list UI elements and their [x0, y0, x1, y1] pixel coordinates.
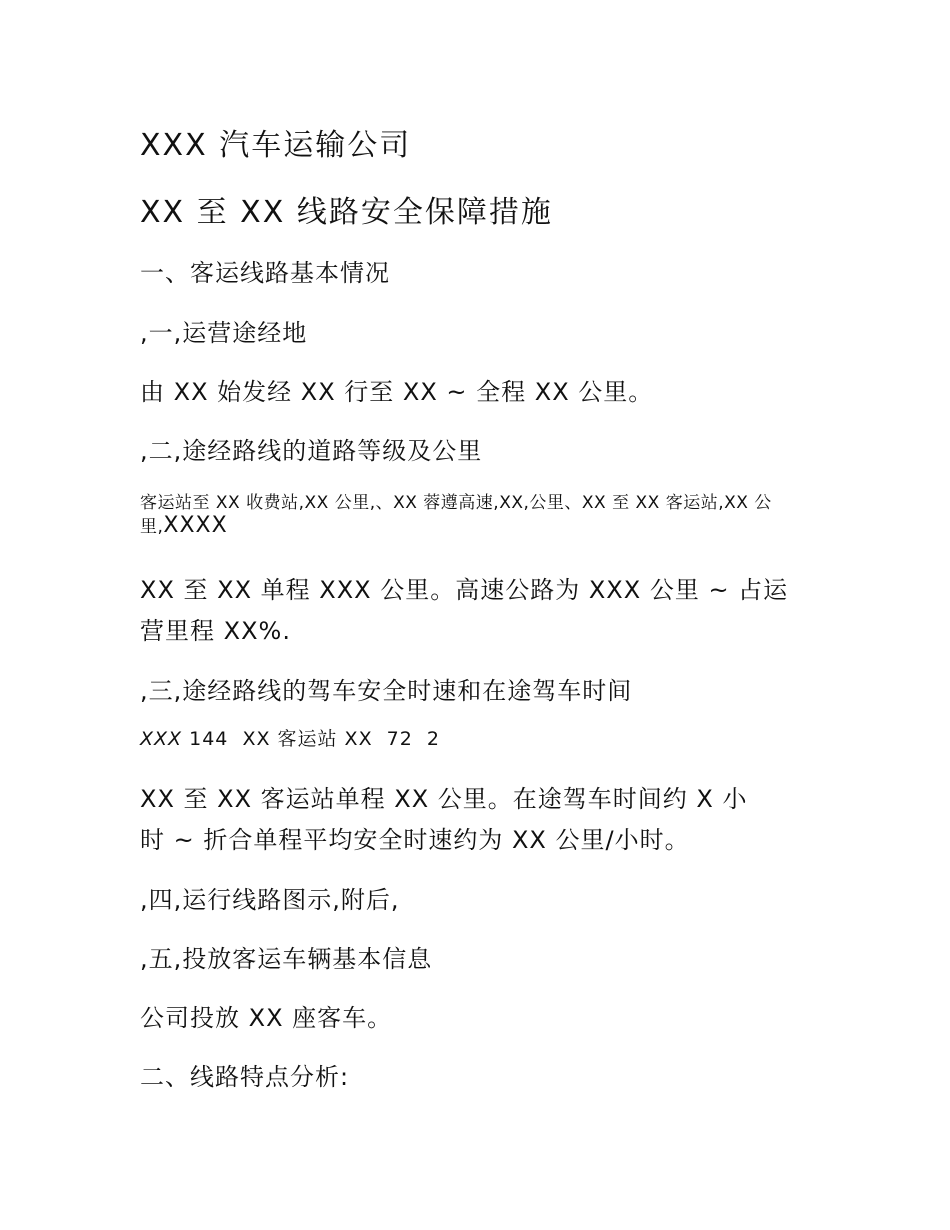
sub2-text-line1: 客运站至 XX 收费站,XX 公里,、XX 蓉遵高速,XX,公里、XX 至 XX 客运站,XX 公 [140, 493, 772, 513]
sub2-summary-line2: 营里程 XX%. [140, 617, 291, 645]
sub1-text: 由 XX 始发经 XX 行至 XX ~ 全程 XX 公里。 [140, 378, 654, 406]
sub3-text-line2: 时 ~ 折合单程平均安全时速约为 XX 公里/小时。 [140, 826, 690, 854]
sub3-note-italic: XXX [140, 728, 183, 750]
sub3-text-line1: XX 至 XX 客运站单程 XX 公里。在途驾车时间约 X 小 [140, 785, 748, 813]
section1-heading: 一、客运线路基本情况 [140, 259, 390, 287]
sub3-note [140, 724, 440, 751]
route-title: XX 至 XX 线路安全保障措施 [140, 195, 553, 230]
sub4-heading: ,四,运行线路图示,附后, [140, 886, 400, 914]
company-title: XXX 汽车运输公司 [140, 128, 412, 163]
sub1-heading: ,一,运营途经地 [140, 319, 308, 347]
sub2-text-line2 [140, 512, 228, 538]
sub5-text: 公司投放 XX 座客车。 [140, 1004, 393, 1032]
sub2-summary-line1: XX 至 XX 单程 XXX 公里。高速公路为 XXX 公里 ~ 占运 [140, 576, 789, 604]
sub3-heading: ,三,途经路线的驾车安全时速和在途驾车时间 [140, 677, 633, 705]
section2-heading: 二、线路特点分析: [140, 1063, 350, 1091]
sub5-heading: ,五,投放客运车辆基本信息 [140, 945, 433, 973]
sub2-text-line2-suffix: XXXX [163, 513, 228, 538]
sub2-text-line2-prefix: 里, [140, 517, 164, 537]
sub2-heading: ,二,途经路线的道路等级及公里 [140, 437, 483, 465]
sub3-note-rest: 144 XX 客运站 XX 72 2 [182, 728, 441, 750]
